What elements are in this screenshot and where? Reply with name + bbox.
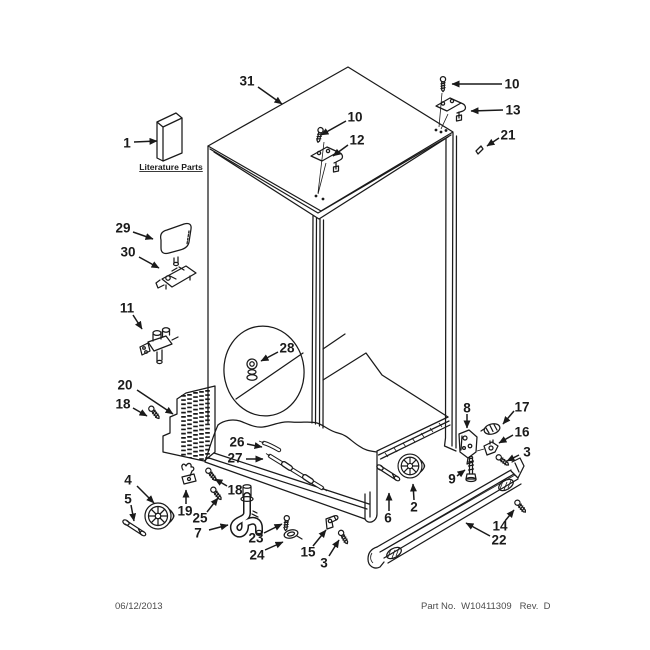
callout-label-3: 3	[320, 555, 328, 571]
callout-label-23: 23	[248, 530, 264, 546]
callout-label-10: 10	[347, 109, 363, 125]
callout-arrow-25	[207, 498, 218, 512]
part-23-screw	[283, 515, 290, 530]
part-29-cover	[161, 224, 192, 254]
footer-date: 06/12/2013	[115, 601, 163, 612]
callout-arrow-10	[321, 121, 346, 135]
callout-label-7: 7	[194, 525, 202, 541]
callout-label-16: 16	[514, 424, 530, 440]
footer-part-number: Part No. W10411309 Rev. D	[421, 601, 551, 612]
callout-arrow-5	[131, 505, 134, 521]
literature-caption: Literature Parts	[139, 162, 203, 172]
callout-arrow-7	[209, 525, 228, 530]
callout-label-11: 11	[119, 300, 135, 316]
callout-label-26: 26	[229, 434, 245, 450]
side-panel-cutout	[219, 321, 309, 420]
callout-label-6: 6	[384, 510, 392, 526]
part-12-hinge	[311, 147, 342, 172]
callout-arrow-23	[264, 524, 282, 533]
part-4-roller	[145, 503, 174, 529]
part-15-clip	[326, 516, 338, 529]
part-8-bracket	[459, 430, 477, 464]
part-2-roller	[398, 454, 425, 478]
callout-label-18: 18	[227, 482, 243, 498]
callout-label-20: 20	[117, 377, 133, 393]
callout-arrow-17	[503, 411, 514, 424]
callout-arrow-24	[265, 542, 283, 550]
callout-label-13: 13	[505, 102, 521, 118]
part-30-control-board	[156, 257, 196, 289]
callout-arrow-3	[507, 455, 519, 461]
callout-arrow-21	[487, 138, 499, 146]
part-20-condenser	[163, 386, 215, 461]
callout-label-5: 5	[124, 491, 132, 507]
callout-arrow-31	[258, 87, 282, 104]
callout-arrow-26	[247, 444, 262, 447]
part-10-screw	[440, 77, 445, 92]
callout-label-3: 3	[523, 444, 531, 460]
callout-label-22: 22	[491, 532, 507, 548]
callout-label-9: 9	[448, 471, 456, 487]
callout-label-18: 18	[115, 396, 131, 412]
part-28-grommet	[247, 359, 257, 380]
callout-label-17: 17	[514, 399, 530, 415]
callout-label-2: 2	[410, 499, 418, 515]
callout-label-31: 31	[239, 73, 255, 89]
part-21-clip	[476, 146, 483, 154]
callout-arrow-1	[134, 141, 157, 142]
callout-label-8: 8	[463, 400, 471, 416]
callout-arrow-29	[133, 232, 153, 239]
callout-label-24: 24	[249, 547, 265, 563]
callout-arrow-13	[471, 110, 503, 111]
callout-label-28: 28	[279, 340, 295, 356]
callout-arrow-30	[139, 257, 159, 268]
callout-arrow-2	[413, 484, 414, 500]
part-27-tube	[266, 454, 327, 492]
callout-arrow-3	[329, 540, 339, 556]
callout-label-30: 30	[120, 244, 136, 260]
part-14-screw	[514, 499, 528, 514]
callout-arrow-22	[466, 523, 490, 536]
part-1-literature	[157, 113, 182, 161]
part-3-screw	[338, 529, 350, 545]
part-26-tube	[259, 441, 279, 450]
callout-label-1: 1	[123, 135, 131, 151]
callout-label-19: 19	[177, 503, 193, 519]
part-5-axle	[122, 519, 147, 537]
callout-arrow-4	[137, 486, 154, 503]
callout-label-4: 4	[124, 472, 132, 488]
callout-arrow-9	[457, 470, 465, 476]
callout-label-21: 21	[500, 127, 516, 143]
part-6-axle	[376, 464, 401, 482]
callout-label-27: 27	[227, 450, 243, 466]
callout-label-14: 14	[492, 518, 508, 534]
part-11-water-valve	[140, 328, 178, 364]
callout-arrow-18	[133, 408, 147, 416]
part-17-wing-cap	[481, 422, 501, 436]
part-18-screw	[148, 405, 161, 420]
callout-label-10: 10	[504, 76, 520, 92]
cabinet-wireframe	[208, 67, 457, 459]
callout-label-29: 29	[115, 220, 131, 236]
callout-arrow-28	[261, 352, 278, 361]
callout-arrow-16	[499, 435, 513, 443]
callout-arrow-18	[215, 479, 227, 486]
callout-arrow-11	[133, 315, 142, 329]
callout-label-12: 12	[349, 132, 365, 148]
part-16-clamp	[477, 440, 498, 455]
callout-label-25: 25	[192, 510, 208, 526]
callout-label-15: 15	[300, 544, 316, 560]
part-25-screw	[210, 486, 223, 501]
part-19-clip-bracket	[182, 463, 196, 484]
